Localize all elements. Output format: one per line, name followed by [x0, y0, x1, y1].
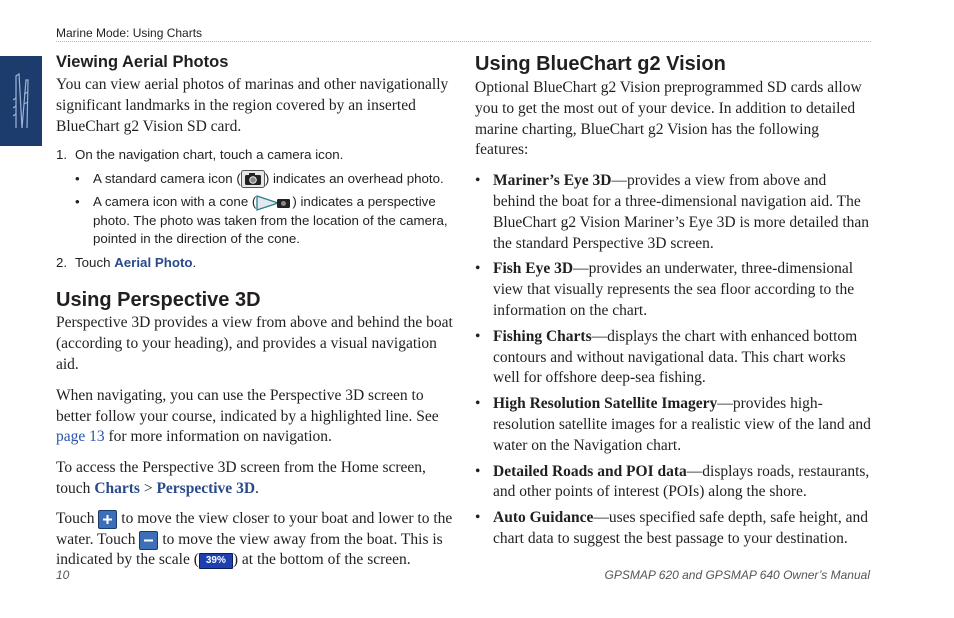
perspective-3d-heading: Using Perspective 3D [56, 289, 261, 312]
manual-title: GPSMAP 620 and GPSMAP 640 Owner’s Manual [604, 568, 870, 582]
feature-term: Fishing Charts [493, 327, 592, 345]
bluechart-intro: Optional BlueChart g2 Vision preprogrammed SD cards allow you to get the most out of your device. In addition to detailed marine charting, BlueChart g2 Vision has the following features: [475, 79, 862, 159]
feature-item: • Fishing Charts—displays the chart with enhanced bottom contours and without navigational data. This chart works well for offshore deep-sea fishing. [475, 327, 858, 387]
zoom-in-icon [98, 510, 117, 529]
feature-term: Auto Guidance [493, 509, 594, 527]
camera-icon [241, 170, 265, 188]
perspective-p4: Touch to move the view closer to your boat and lower to the water. Touch to move the view away from the boat. This is indicated by the scale ( 39% ) at the bottom of the screen. [56, 509, 453, 569]
perspective-p1: Perspective 3D provides a view from above and behind the boat (according to your heading), and provides a visual navigation aid. [56, 314, 453, 373]
zoom-out-icon [139, 531, 158, 550]
right-column [475, 53, 871, 555]
aerial-steps [56, 146, 456, 272]
step-1: 1. On the navigation chart, touch a camera icon. [56, 147, 344, 163]
feature-item: • Detailed Roads and POI data—displays roads, restaurants, and other points of interest (POIs) along the shore. [475, 462, 870, 501]
camera-cone-icon [256, 194, 292, 212]
feature-term: Mariner’s Eye 3D [493, 172, 612, 190]
charts-link[interactable]: Charts [94, 479, 140, 497]
feature-term: Fish Eye 3D [493, 260, 574, 278]
aerial-photos-heading: Viewing Aerial Photos [56, 53, 229, 71]
perspective-p3: To access the Perspective 3D screen from the Home screen, touch Charts > Perspective 3D. [56, 459, 426, 497]
aerial-intro: You can view aerial photos of marinas and other navigationally significant landmarks in the region covered by an inserted BlueChart g2 Vision SD card. [56, 76, 449, 135]
perspective-p2: When navigating, you can use the Perspective 3D screen to better follow your course, indicated by a highlighted line. See page 13 for more information on navigation. [56, 386, 439, 446]
feature-item: • Mariner’s Eye 3D—provides a view from above and behind the boat for a three-dimensional navigation aid. The BlueChart g2 Vision Mariner’s Eye 3D is more detailed than the standard Perspective 3D screen. [475, 172, 870, 252]
feature-list [475, 171, 871, 550]
feature-item: • High Resolution Satellite Imagery—provides high-resolution satellite images for a realistic view of the land and water on the Navigation chart. [475, 395, 871, 454]
perspective-3d-link[interactable]: Perspective 3D [156, 479, 256, 497]
page-number: 10 [56, 568, 70, 582]
page-13-link[interactable]: page 13 [56, 428, 105, 446]
left-column [56, 53, 456, 571]
scale-indicator: 39% [199, 553, 233, 569]
side-tab [0, 56, 42, 146]
feature-item: • Auto Guidance—uses specified safe depth, safe height, and chart data to suggest the best passage to your destination. [475, 509, 868, 547]
boat-tab-icon [10, 70, 32, 132]
aerial-photo-link[interactable]: Aerial Photo [114, 254, 193, 270]
header-rule [56, 41, 871, 42]
sub-item-standard-camera: • A standard camera icon ( ) indicates an overhead photo. [56, 170, 456, 189]
feature-term: Detailed Roads and POI data [493, 462, 687, 480]
feature-item: • Fish Eye 3D—provides an underwater, three-dimensional view that visually represents the sea floor according to the information on the chart. [475, 260, 855, 319]
running-head: Marine Mode: Using Charts [56, 26, 203, 40]
feature-term: High Resolution Satellite Imagery [493, 395, 718, 413]
step-2: 2. Touch Aerial Photo. [56, 254, 197, 270]
sub-item-cone-camera: • A camera icon with a cone ( ) indicates a perspective photo. The photo was taken from the location of the camera, pointed in the direction of the cone. [75, 194, 448, 247]
bluechart-heading: Using BlueChart g2 Vision [475, 53, 726, 75]
